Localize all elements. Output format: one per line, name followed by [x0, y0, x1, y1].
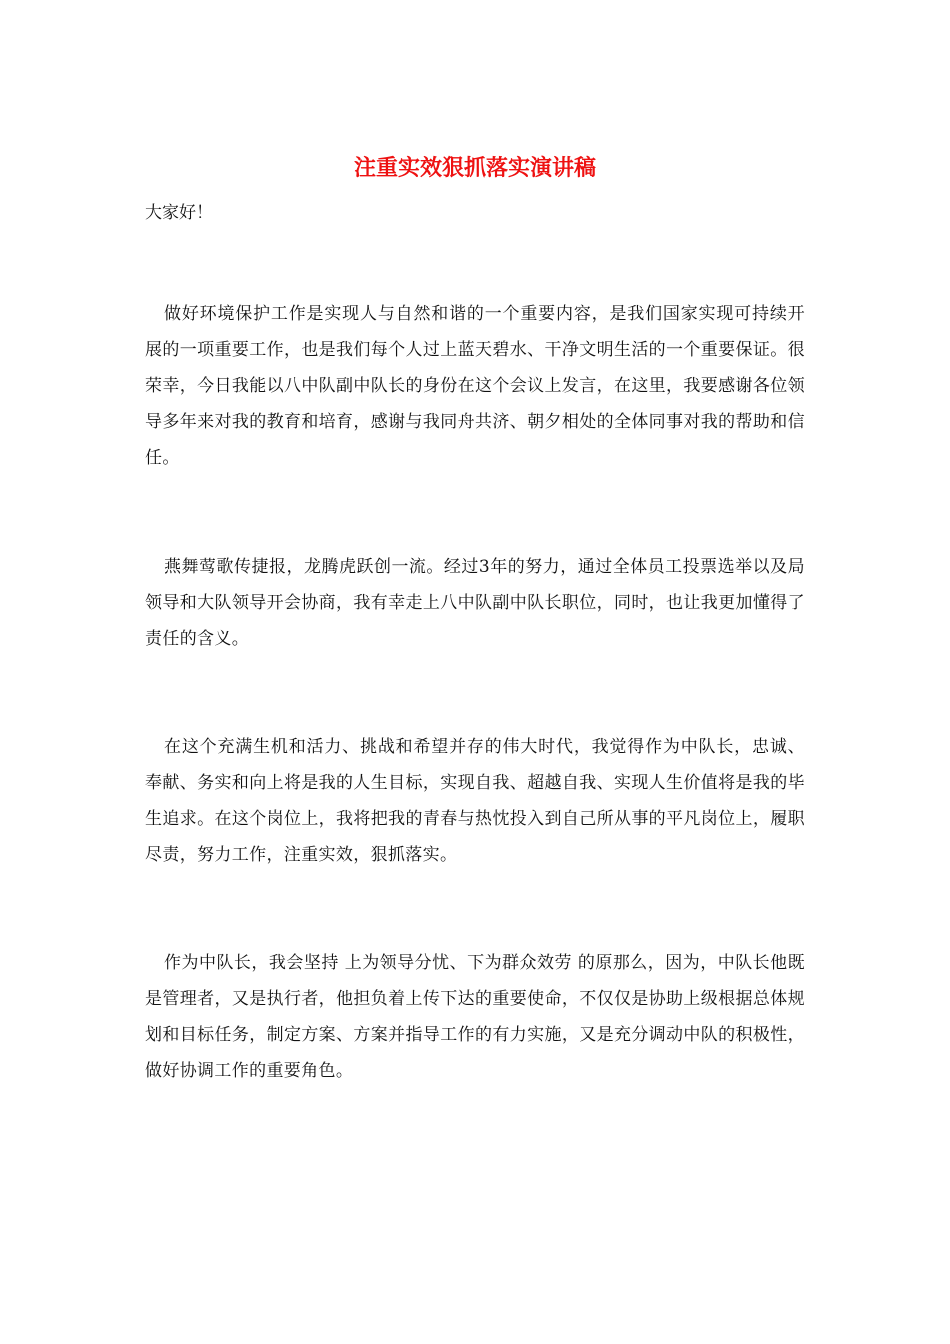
paragraph-3: 在这个充满生机和活力、挑战和希望并存的伟大时代，我觉得作为中队长，忠诚、奉献、务实和向上将是我的人生目标，实现自我、超越自我、实现人生价值将是我的毕生追求。在这个岗位上，我将把我的青春与热忱投入到自己所从事的平凡岗位上，履职尽责，努力工作，注重实效，狠抓落实。 — [145, 737, 805, 865]
greeting-text: 大家好！ — [145, 203, 213, 223]
paragraph-4: 作为中队长，我会坚持 上为领导分忧、下为群众效劳 的原那么，因为，中队长他既是管理者，又是执行者，他担负着上传下达的重要使命，不仅仅是协助上级根据总体规划和目标任务，制定方案、方案并指导工作的有力实施，又是充分调动中队的积极性，做好协调工作的重要角色。 — [145, 953, 805, 1081]
paragraph-1: 做好环境保护工作是实现人与自然和谐的一个重要内容，是我们国家实现可持续开展的一项重要工作，也是我们每个人过上蓝天碧水、干净文明生活的一个重要保证。很荣幸，今日我能以八中队副中队长的身份在这个会议上发言，在这里，我要感谢各位领导多年来对我的教育和培育，感谢与我同舟共济、朝夕相处的全体同事对我的帮助和信任。 — [145, 304, 805, 468]
document-title: 注重实效狠抓落实演讲稿 — [353, 155, 596, 181]
paragraph-2: 燕舞莺歌传捷报，龙腾虎跃创一流。经过3年的努力，通过全体员工投票选举以及局领导和大队领导开会协商，我有幸走上八中队副中队长职位，同时，也让我更加懂得了责任的含义。 — [145, 557, 805, 649]
